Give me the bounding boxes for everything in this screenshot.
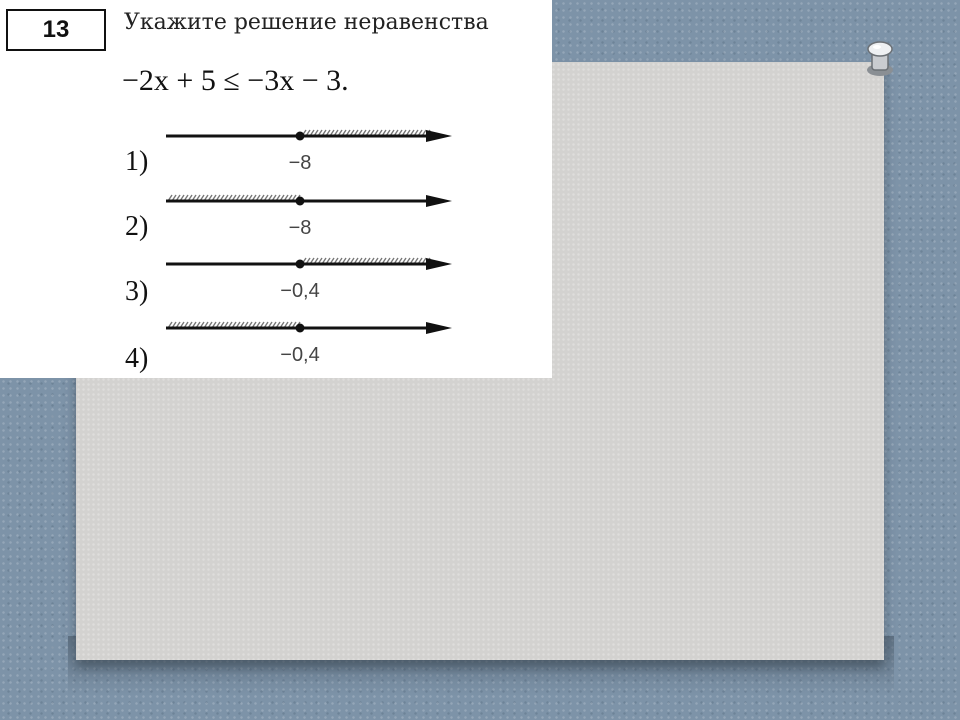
- arrow-head: [426, 195, 452, 207]
- arrow-head: [426, 258, 452, 270]
- arrow-head: [426, 130, 452, 142]
- pushpin-icon: [860, 40, 900, 84]
- inequality-formula: −2x + 5 ≤ −3x − 3.: [122, 64, 349, 97]
- number-line-2[interactable]: [160, 189, 460, 213]
- arrow-head: [426, 322, 452, 334]
- point-label-2: −8: [288, 217, 312, 239]
- option-label-2[interactable]: 2): [125, 211, 149, 242]
- task-number-text: 13: [42, 16, 70, 43]
- closed-point: [296, 132, 305, 141]
- task-card: [0, 0, 552, 378]
- point-label-3: −0,4: [280, 280, 320, 302]
- option-label-3[interactable]: 3): [125, 276, 149, 307]
- closed-point: [296, 197, 305, 206]
- option-label-4[interactable]: 4): [125, 343, 149, 374]
- number-line-1[interactable]: [160, 124, 460, 148]
- point-label-1: −8: [288, 152, 312, 174]
- option-label-1[interactable]: 1): [125, 146, 149, 177]
- task-number: [6, 9, 106, 51]
- closed-point: [296, 324, 305, 333]
- point-label-4: −0,4: [280, 344, 320, 366]
- task-prompt: Укажите решение неравенства: [124, 10, 489, 35]
- number-line-3[interactable]: [160, 252, 460, 276]
- number-line-4[interactable]: [160, 316, 460, 340]
- closed-point: [296, 260, 305, 269]
